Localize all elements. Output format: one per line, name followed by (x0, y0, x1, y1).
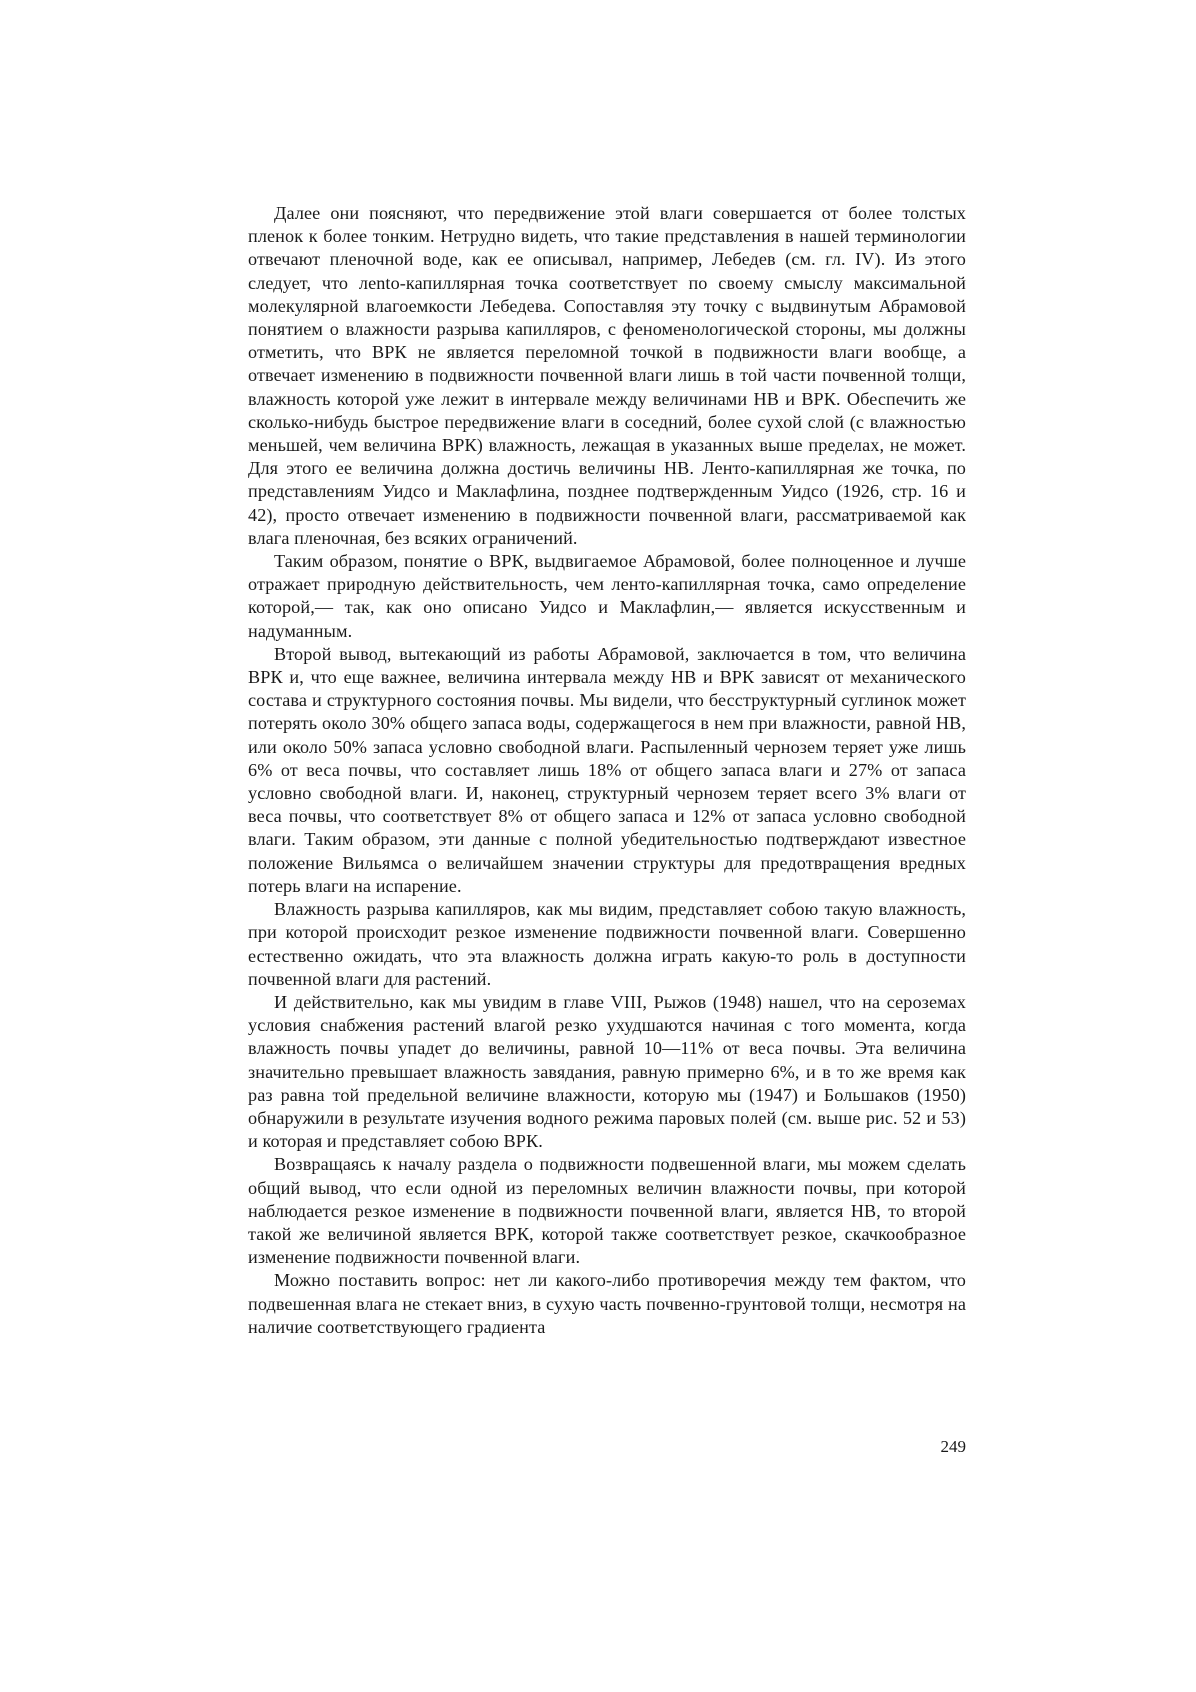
paragraph-3: Второй вывод, вытекающий из работы Абрамовой, заключается в том, что величина ВРК и, что еще важнее, величина интервала между НВ и ВРК зависят от механического состава и структурного состояния почвы. Мы видели, что бесструктурный суглинок может потерять около 30% общего запаса воды, содержащегося в нем при влажности, равной НВ, или около 50% запаса условно свободной влаги. Распыленный чернозем теряет уже лишь 6% от веса почвы, что составляет лишь 18% от общего запаса влаги и 27% от запаса условно свободной влаги. И, наконец, структурный чернозем теряет всего 3% влаги от веса почвы, что соответствует 8% от общего запаса и 12% от запаса условно свободной влаги. Таким образом, эти данные с полной убедительностью подтверждают известное положение Вильямса о величайшем значении структуры для предотвращения вредных потерь влаги на испарение. (248, 643, 966, 896)
paragraph-4: Влажность разрыва капилляров, как мы видим, представляет собою такую влажность, при которой происходит резкое изменение подвижности почвенной влаги. Совершенно естественно ожидать, что эта влажность должна играть какую-то роль в доступности почвенной влаги для растений. (248, 899, 966, 989)
paragraph-6: Возвращаясь к началу раздела о подвижности подвешенной влаги, мы можем сделать общий вывод, что если одной из переломных величин влажности почвы, при которой наблюдается резкое изменение в подвижности почвенной влаги, является НВ, то второй такой же величиной является ВРК, которой также соответствует резкое, скачкообразное изменение подвижности почвенной влаги. (248, 1154, 966, 1268)
paragraph-5: И действительно, как мы увидим в главе VIII, Рыжов (1948) нашел, что на сероземах условия снабжения растений влагой резко ухудшаются начиная с того момента, когда влажность почвы упадет до величины, равной 10—11% от веса почвы. Эта величина значительно превышает влажность завядания, равную примерно 6%, и в то же время как раз равна той предельной величине влажности, которую мы (1947) и Большаков (1950) обнаружили в результате изучения водного режима паровых полей (см. выше рис. 52 и 53) и которая и представляет собою ВРК. (248, 991, 966, 1152)
page-body (248, 202, 966, 1339)
paragraph-2: Таким образом, понятие о ВРК, выдвигаемое Абрамовой, более полноценное и лучше отражает природную действительность, чем ленто-капиллярная точка, само определение которой,— так, как оно описано Уидсо и Маклафлин,— является искусственным и надуманным. (248, 551, 966, 641)
paragraph-7: Можно поставить вопрос: нет ли какого-либо противоречия между тем фактом, что подвешенная влага не стекает вниз, в сухую часть почвенно-грунтовой толщи, несмотря на наличие соответствующего градиента (248, 1270, 966, 1337)
page-number: 249 (940, 1437, 966, 1456)
paragraph-1: Далее они поясняют, что передвижение этой влаги совершается от более толстых пленок к более тонким. Нетрудно видеть, что такие представления в нашей терминологии отвечают пленочной воде, как ее описывал, например, Лебедев (см. гл. IV). Из этого следует, что лento-капиллярная точка соответствует по своему смыслу максимальной молекулярной влагоемкости Лебедева. Сопоставляя эту точку с выдвинутым Абрамовой понятием о влажности разрыва капилляров, с феноменологической стороны, мы должны отметить, что ВРК не является переломной точкой в подвижности влаги вообще, а отвечает изменению в подвижности почвенной влаги лишь в той части почвенной толщи, влажность которой уже лежит в интервале между величинами НВ и ВРК. Обеспечить же сколько-нибудь быстрое передвижение влаги в соседний, более сухой слой (с влажностью меньшей, чем величина ВРК) влажность, лежащая в указанных выше пределах, не может. Для этого ее величина должна достичь величины НВ. Ленто-капиллярная же точка, по представлениям Уидсо и Маклафлина, позднее подтвержденным Уидсо (1926, стр. 16 и 42), просто отвечает изменению в подвижности почвенной влаги, рассматриваемой как влага пленочная, без всяких ограничений. (248, 203, 966, 548)
